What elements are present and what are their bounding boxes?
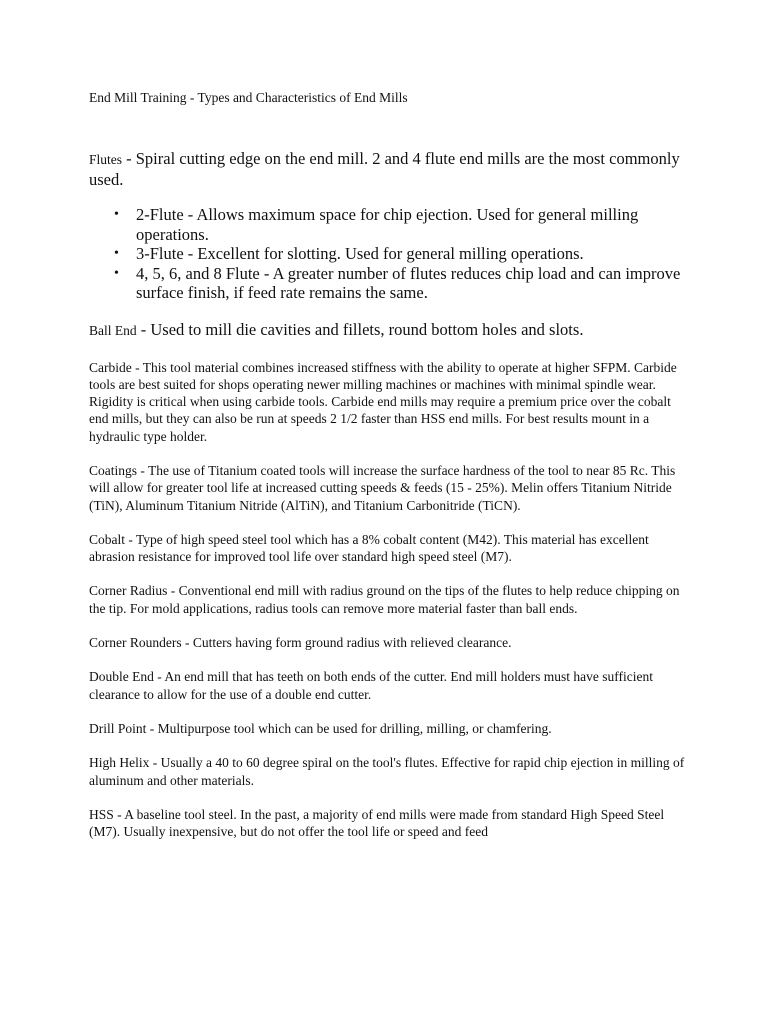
list-item xyxy=(89,244,689,264)
list-item xyxy=(89,205,689,244)
coatings-paragraph: Coatings - The use of Titanium coated tools will increase the surface hardness of the tool to near 85 Rc. This will allow for greater tool life at increased cutting speeds & feeds (15 - 25%). Melin offers Titanium Nitride (TiN), Aluminum Titanium Nitride (AlTiN), and Titanium Carbonitride (TiCN). xyxy=(89,462,676,513)
flutes-term: Flutes xyxy=(89,152,123,167)
document-title: End Mill Training - Types and Characteristics of End Mills xyxy=(89,90,408,105)
cobalt-paragraph: Cobalt - Type of high speed steel tool which has a 8% cobalt content (M42). This material has excellent abrasion resistance for improved tool life over standard high speed steel (M7). xyxy=(89,531,649,565)
bullet-icon: • xyxy=(114,265,119,281)
list-item-text: 2-Flute - Allows maximum space for chip ejection. Used for general milling operations. xyxy=(136,205,639,244)
flute-types-list xyxy=(89,205,689,303)
flutes-text: - Spiral cutting edge on the end mill. 2 and 4 flute end mills are the most commonly used. xyxy=(89,149,680,189)
corner-rounders-paragraph: Corner Rounders - Cutters having form ground radius with relieved clearance. xyxy=(89,635,512,651)
list-item-text: 3-Flute - Excellent for slotting. Used for general milling operations. xyxy=(136,244,584,263)
carbide-paragraph: Carbide - This tool material combines increased stiffness with the ability to operate at higher SFPM. Carbide tools are best suited for shops operating newer milling machines or machines with minimal spindle wear. Rigidity is critical when using carbide tools. Carbide end mills may require a premium price over the cobalt end mills, but they can also be run at speeds 2 1/2 faster than HSS end mills. For best results mount in a hydraulic type holder. xyxy=(89,359,677,444)
bullet-icon: • xyxy=(114,207,119,222)
list-item xyxy=(89,264,689,303)
list-item-text: 4, 5, 6, and 8 Flute - A greater number of flutes reduces chip load and can improve surface finish, if feed rate remains the same. xyxy=(136,263,681,302)
double-end-paragraph: Double End - An end mill that has teeth on both ends of the cutter. End mill holders must have sufficient clearance to allow for the use of a double end cutter. xyxy=(89,669,654,702)
document-page xyxy=(89,89,689,857)
hss-paragraph: HSS - A baseline tool steel. In the past, a majority of end mills were made from standard High Speed Steel (M7). Usually inexpensive, but do not offer the tool life or speed and feed xyxy=(89,806,665,840)
corner-radius-paragraph: Corner Radius - Conventional end mill with radius ground on the tips of the flutes to help reduce chipping on the tip. For mold applications, radius tools can remove more material faster than ball ends. xyxy=(89,583,680,616)
ball-end-text: - Used to mill die cavities and fillets, round bottom holes and slots. xyxy=(136,319,584,339)
high-helix-paragraph: High Helix - Usually a 40 to 60 degree spiral on the tool's flutes. Effective for rapid chip ejection in milling of aluminum and other materials. xyxy=(89,755,685,788)
ball-end-paragraph xyxy=(89,320,689,341)
bullet-icon: • xyxy=(114,246,119,261)
flutes-paragraph xyxy=(89,149,689,190)
ball-end-term: Ball End xyxy=(89,322,137,338)
drill-point-paragraph: Drill Point - Multipurpose tool which can be used for drilling, milling, or chamfering. xyxy=(89,720,552,736)
